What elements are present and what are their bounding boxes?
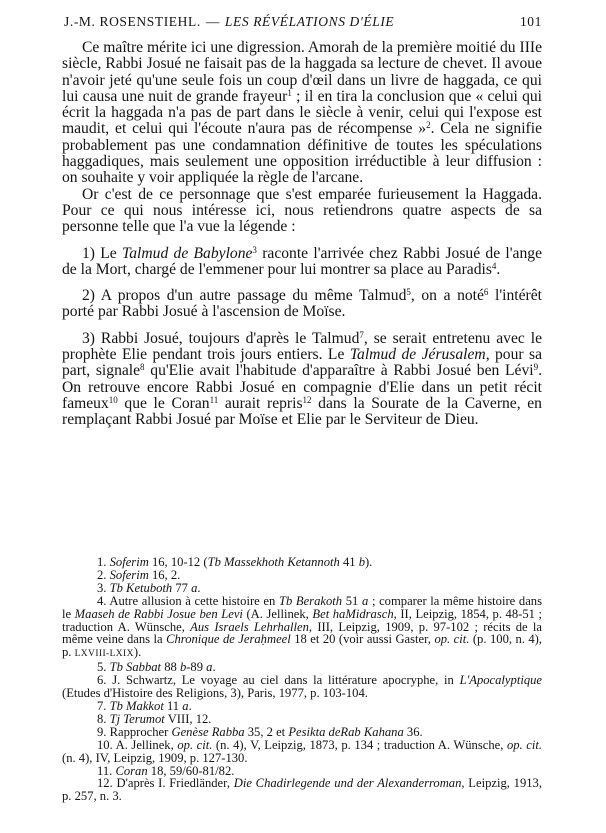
footnote-ref-9: 9	[533, 362, 539, 373]
footnote-emphasis: Tb Massekhoth Ketannoth	[207, 555, 340, 569]
footnote-emphasis: Tb Sabbat	[109, 660, 162, 675]
footnote-text: 41	[339, 555, 359, 569]
footnote-small-caps: LXVIII-LXIX	[74, 649, 134, 660]
footnote-ref-5: 5	[406, 287, 411, 298]
paragraph-1-text-a: Ce maître mérite ici une digression. Amorah de la première moitié du IIIe siècle, Rabbi Josué ne faisait pas de la haggada sa lecture de chevet. Il avoue n'avoir jeté qu'une seule fois un coup d'œil dans un livre de haggada, ce qui lui causa une nuit de grande frayeur	[62, 39, 542, 105]
footnote-emphasis: Maaseh de Rabbi Josue ben Levi	[74, 606, 243, 621]
paragraph-5-text-b: , se serait entretenu avec le prophète Elie pendant trois jours entiers. Le	[62, 329, 542, 364]
footnote-number: 9.	[97, 724, 107, 739]
footnote-ref-1: 1	[287, 87, 292, 98]
paragraph-5-text-h: dans la Sourate de la Caverne, en remplaçant Rabbi Josué par Moïse et Elie par le Serviteur de Dieu.	[62, 394, 542, 429]
footnote-emphasis: b	[179, 660, 187, 675]
footnote-ref-3: 3	[252, 244, 257, 255]
footnote-text: (n. 4), IV, Leipzig, 1909, p. 127-130.	[62, 750, 248, 765]
footnote-text: 36.	[403, 724, 423, 739]
footnote-text: ).	[133, 645, 142, 660]
footnote-text: 51	[342, 593, 362, 608]
footnote-emphasis: Bet haMidrasch	[312, 606, 394, 621]
paragraph-5-text-f: que le Coran	[117, 394, 210, 412]
footnote-text: Rapprocher	[106, 724, 172, 739]
footnote-number: 3.	[97, 580, 107, 595]
footnote-emphasis: Pesikta deRab Kahana	[288, 724, 404, 739]
footnote-text: .	[197, 580, 201, 595]
header-author: J.-M. ROSENSTIEHL.	[64, 14, 201, 29]
footnote-text: ; comparer la même histoire dans le	[62, 593, 542, 621]
footnote-text: ).	[364, 555, 373, 569]
footnote-ref-11: 11	[209, 394, 219, 405]
footnote-emphasis: Tb Ketuboth	[109, 580, 173, 595]
paragraph-5-text-e: . On retrouve encore Rabbi Josué en compagnie d'Elie dans un petit récit fameux	[62, 362, 542, 412]
header-article-title: LES RÉVÉLATIONS D'ÉLIE	[224, 14, 395, 29]
footnote-emphasis: op. cit.	[506, 737, 542, 752]
footnote-number: 7.	[97, 698, 107, 713]
footnote-text: 11	[163, 698, 183, 713]
footnote-number: 11.	[97, 763, 113, 778]
footnote-number: 5.	[97, 660, 107, 675]
footnote-text: J. Schwartz, Le voyage au ciel dans la littérature apocryphe, in	[106, 673, 460, 688]
footnote-ref-7: 7	[359, 329, 364, 340]
footnote-ref-4: 4	[491, 260, 497, 271]
footnote-text: , II, Leipzig, 1854, p. 48-51 ; traduction A. Wünsche,	[62, 606, 543, 634]
footnote-text: Autre allusion à cette histoire en	[106, 593, 279, 608]
footnote-text: , III, Leipzig, 1909, p. 97-102 ; récits de la même veine dans la	[62, 619, 542, 647]
paragraph-5	[62, 331, 542, 429]
footnote-text: .	[212, 660, 216, 675]
paragraph-3-text-a: 1) Le	[82, 244, 123, 262]
paragraph-5-text-c: , pour sa part, signale	[62, 346, 543, 380]
header-separator: —	[205, 14, 220, 29]
footnote-emphasis: Genèse Rabba	[171, 724, 245, 739]
footnote-text: (Etudes d'Histoire des Religions, 3), Paris, 1977, p. 103-104.	[62, 686, 368, 701]
footnote-ref-8: 8	[140, 362, 145, 373]
main-text	[62, 40, 542, 429]
footnote-ref-10: 10	[108, 394, 118, 405]
footnote-emphasis: Chronique de Jeraḥmeel	[166, 632, 291, 647]
footnote-number: 12.	[97, 776, 113, 791]
header-title	[64, 14, 394, 30]
footnote-ref-2: 2	[426, 120, 431, 131]
paragraph-4-text-c: l'intérêt porté par Rabbi Josué à l'ascension de Moïse.	[62, 287, 542, 321]
footnote-emphasis: Soferim	[109, 567, 149, 582]
footnote-emphasis: Tb Berakoth	[278, 593, 343, 608]
footnote-text: 18 et 20 (voir aussi Gaster,	[290, 632, 435, 647]
footnote-emphasis: Tb Makkot	[109, 698, 164, 713]
footnote-text: (n. 4), V, Leipzig, 1873, p. 134 ; traduction A. Wünsche,	[212, 737, 507, 752]
footnote-emphasis: Aus Israels Lehrhallen	[190, 619, 309, 634]
paragraph-3-text-c: .	[496, 260, 501, 278]
paragraph-3-text-b: raconte l'arrivée chez Rabbi Josué de l'ange de la Mort, chargé de l'emmener pour lui montrer sa place au Paradis	[62, 244, 542, 278]
footnote-text: (A. Jellinek,	[242, 606, 313, 621]
footnote-text: 88	[161, 660, 180, 675]
footnote-text: D'après I. Friedländer,	[112, 776, 234, 791]
footnote-emphasis: Tj Terumot	[109, 711, 165, 726]
footnote-text: 18, 59/60-81/82.	[147, 763, 235, 778]
footnote-text: 35, 2 et	[244, 724, 289, 739]
footnote-12	[62, 777, 542, 803]
footnote-text: VIII, 12.	[164, 711, 212, 726]
footnotes	[62, 556, 542, 803]
footnote-text: (p. 100, n. 4), p.	[62, 632, 543, 660]
footnote-text: .	[188, 698, 192, 713]
footnote-number: 8.	[97, 711, 107, 726]
footnote-6	[62, 674, 542, 700]
footnote-emphasis: Die Chadirlegende und der Alexanderroman	[233, 776, 462, 791]
footnote-emphasis: L'Apocalyptique	[459, 673, 542, 688]
footnote-emphasis: a	[206, 660, 213, 675]
footnote-emphasis: a	[191, 580, 198, 595]
footnote-emphasis: b	[358, 555, 365, 569]
footnote-text: 16, 10-12 (	[148, 555, 208, 569]
paragraph-5-emphasis: Talmud de Jérusalem	[349, 346, 486, 364]
paragraph-2: Or c'est de ce personnage que s'est emparée furieusement la Haggada. Pour ce qui nous intéresse ici, nous retiendrons quatre aspects de sa personne telle que l'a vue la légende :	[62, 185, 542, 236]
footnote-number: 2.	[97, 567, 107, 582]
paragraph-4-text-a: 2) A propos d'un autre passage du même Talmud	[82, 287, 407, 305]
footnote-number: 1.	[97, 555, 107, 569]
paragraph-5-text-d: qu'Elie avait l'habitude d'apparaître à Rabbi Josué ben Lévi	[144, 362, 534, 380]
paragraph-1	[62, 40, 542, 187]
footnote-emphasis: op. cit.	[434, 632, 470, 647]
footnote-text: , Leipzig, 1913, p. 257, n. 3.	[62, 776, 542, 804]
footnote-emphasis: a	[182, 698, 189, 713]
footnote-text: 77	[172, 580, 192, 595]
paragraph-4	[62, 288, 542, 321]
paragraph-4-text-b: , on a noté	[410, 287, 484, 305]
footnote-emphasis: op. cit.	[177, 737, 213, 752]
footnote-emphasis: Soferim	[109, 555, 149, 569]
paragraph-1-text-c: . Cela ne signifie probablement pas une condamnation définitive de toutes les spéculations haggadiques, mais seulement une opposition irréductible à leur diffusion : on souhaite y voir appliquée la règle de l'arcane.	[62, 120, 542, 187]
paragraph-1-text-b: ; il en tira la conclusion que « celui qui écrit la haggada n'a pas de part dans le siècle à venir, celui qui l'expose est maudit, et celui qui l'écoute n'aura pas de récompense »	[62, 87, 542, 138]
footnote-text: 16, 2.	[148, 567, 181, 582]
footnote-text: -89	[186, 660, 207, 675]
footnote-ref-6: 6	[483, 287, 489, 298]
running-header	[64, 14, 542, 34]
footnote-4	[62, 595, 542, 662]
paragraph-5-text-a: 3) Rabbi Josué, toujours d'après le Talmud	[82, 329, 360, 347]
footnote-number: 6.	[97, 673, 107, 688]
footnote-10	[62, 739, 542, 765]
footnote-text: A. Jellinek,	[112, 737, 178, 752]
page-number: 101	[519, 14, 542, 29]
footnote-number: 4.	[97, 593, 107, 608]
paragraph-3	[62, 246, 542, 279]
paragraph-5-text-g: aurait repris	[218, 394, 303, 412]
footnote-ref-12: 12	[302, 394, 312, 405]
paragraph-3-emphasis: Talmud de Babylone	[122, 244, 253, 262]
footnote-emphasis: a	[361, 593, 369, 608]
footnote-number: 10.	[97, 737, 113, 752]
footnote-emphasis: Coran	[115, 763, 148, 778]
